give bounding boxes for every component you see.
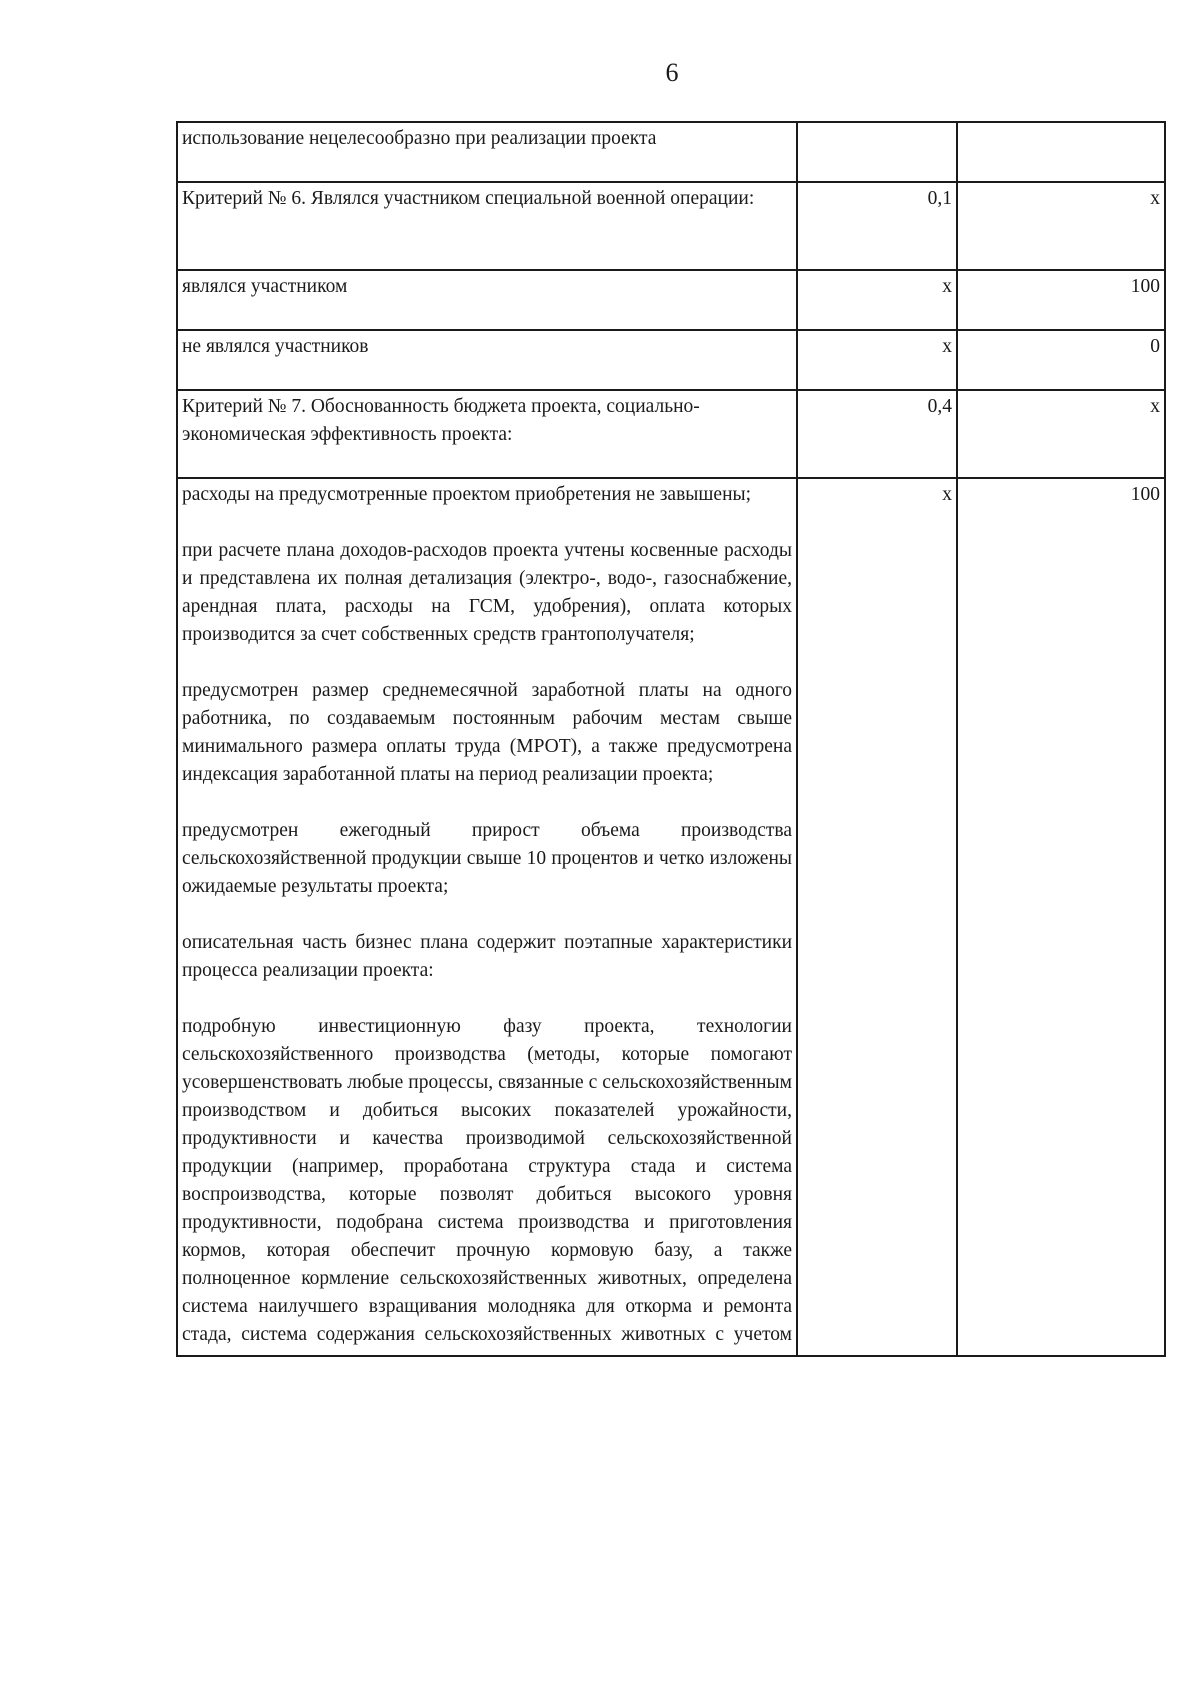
detail-paragraph: описательная часть бизнес плана содержит поэтапные характеристики процесса реализации проекта: (182, 932, 792, 981)
weight-cell: х (797, 330, 957, 390)
weight-cell (797, 122, 957, 182)
criterion-text: использование нецелесообразно при реализации проекта (177, 122, 797, 182)
detail-paragraph: расходы на предусмотренные проектом приобретения не завышены; (182, 484, 752, 505)
criterion-text: Критерий № 6. Являлся участником специальной военной операции: (177, 182, 797, 270)
page-number: 6 (665, 58, 679, 87)
score-cell: х (957, 182, 1165, 270)
score-cell: 100 (957, 478, 1165, 1356)
score-cell: 0 (957, 330, 1165, 390)
table-row (177, 270, 1165, 330)
table-row (177, 390, 1165, 478)
weight-cell: 0,1 (797, 182, 957, 270)
table-row (177, 122, 1165, 182)
score-cell: 100 (957, 270, 1165, 330)
detail-paragraph: при расчете плана доходов-расходов проекта учтены косвенные расходы и представлена их полная детализация (электро-, водо-, газоснабжение, арендная плата, расходы на ГСМ, удобрения), оплата которых производится за счет собственных средств грантополучателя; (182, 540, 792, 645)
criterion-text: Критерий № 7. Обоснованность бюджета проекта, социально-экономическая эффективность проекта: (177, 390, 797, 478)
detail-paragraph: предусмотрен ежегодный прирост объема производства сельскохозяйственной продукции свыше 10 процентов и четко изложены ожидаемые результаты проекта; (182, 820, 792, 897)
detail-paragraph: предусмотрен размер среднемесячной заработной платы на одного работника, по создаваемым постоянным рабочим местам свыше минимального размера оплаты труда (МРОТ), а также предусмотрена индексация заработанной платы на период реализации проекта; (182, 680, 792, 785)
criteria-table (176, 121, 1166, 1357)
table-row (177, 330, 1165, 390)
weight-cell: 0,4 (797, 390, 957, 478)
criterion-details (177, 478, 797, 1356)
weight-cell: х (797, 478, 957, 1356)
criterion-text: не являлся участников (177, 330, 797, 390)
score-cell (957, 122, 1165, 182)
table-row (177, 478, 1165, 1356)
detail-paragraph: подробную инвестиционную фазу проекта, технологии сельскохозяйственного производства (методы, которые помогают усовершенствовать любые процессы, связанные с сельскохозяйственным производством и добиться высоких показателей урожайности, продуктивности и качества производимой сельскохозяйственной продукции (например, проработана структура стада и система воспроизводства, которые позволят добиться высокого уровня продуктивности, подобрана система производства и приготовления кормов, которая обеспечит прочную кормовую базу, а также полноценное кормление сельскохозяйственных животных, определена система наилучшего взращивания молодняка для откорма и ремонта стада, система содержания сельскохозяйственных животных с учетом (182, 1016, 792, 1345)
table-row (177, 182, 1165, 270)
score-cell: х (957, 390, 1165, 478)
criterion-text: являлся участником (177, 270, 797, 330)
weight-cell: х (797, 270, 957, 330)
